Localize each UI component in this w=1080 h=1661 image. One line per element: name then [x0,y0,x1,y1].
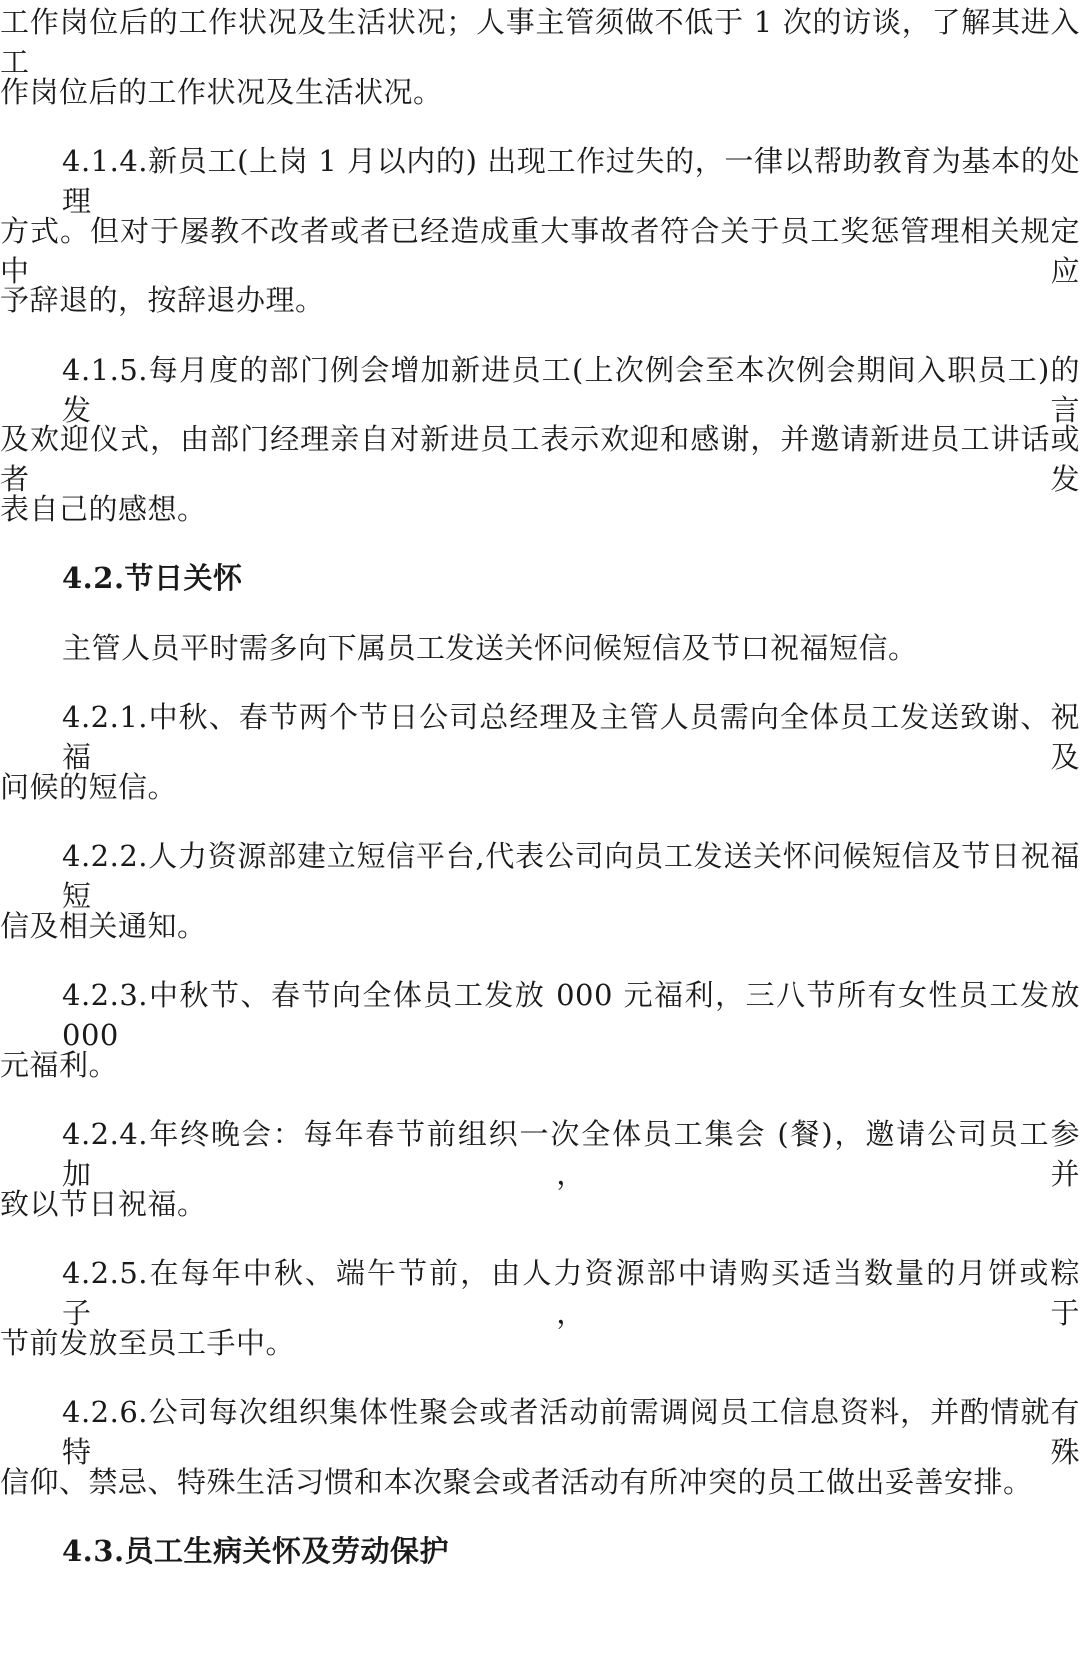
paragraph-line: 工作岗位后的工作状况及生活状况；人事主管须做不低于 1 次的访谈，了解其进入工 [0,5,1080,79]
paragraph-line: 4.2.2.人力资源部建立短信平台,代表公司向员工发送关怀问候短信及节日祝福短 [62,839,1080,913]
section-heading: 4.3.员工生病关怀及劳动保护 [62,1534,450,1568]
paragraph-line: 及欢迎仪式，由部门经理亲自对新进员工表示欢迎和感谢，并邀请新进员工讲话或者发 [0,422,1080,496]
paragraph-line: 主管人员平时需多向下属员工发送关怀问候短信及节口祝福短信。 [62,631,918,665]
paragraph-line: 4.1.4.新员工(上岗 1 月以内的) 出现工作过失的，一律以帮助教育为基本的处理 [62,144,1080,218]
section-heading: 4.2.节日关怀 [62,561,243,595]
paragraph-line: 问候的短信。 [0,770,178,804]
paragraph-line: 予辞退的，按辞退办理。 [0,283,325,317]
paragraph-line: 4.2.6.公司每次组织集体性聚会或者活动前需调阅员工信息资料，并酌情就有特殊 [62,1395,1080,1469]
paragraph-line: 元福利。 [0,1048,119,1082]
paragraph-line: 节前发放至员工手中。 [0,1326,296,1360]
paragraph-line: 方式。但对于屡教不改者或者已经造成重大事故者符合关于员工奖惩管理相关规定中应 [0,214,1080,288]
paragraph-line: 4.2.4.年终晚会：每年春节前组织一次全体员工集会 (餐)，邀请公司员工参加，并 [62,1117,1080,1191]
paragraph-line: 4.2.5.在每年中秋、端午节前，由人力资源部中请购买适当数量的月饼或粽子，于 [62,1256,1080,1330]
paragraph-line: 4.1.5.每月度的部门例会增加新进员工(上次例会至本次例会期间入职员工)的发言 [62,353,1080,427]
paragraph-line: 信仰、禁忌、特殊生活习惯和本次聚会或者活动有所冲突的员工做出妥善安排。 [0,1465,1033,1499]
paragraph-line: 作岗位后的工作状况及生活状况。 [0,75,443,109]
paragraph-line: 致以节日祝福。 [0,1187,207,1221]
paragraph-line: 4.2.3.中秋节、春节向全体员工发放 000 元福利，三八节所有女性员工发放 000 [62,978,1080,1052]
paragraph-line: 4.2.1.中秋、春节两个节日公司总经理及主管人员需向全体员工发送致谢、祝福及 [62,700,1080,774]
paragraph-line: 信及相关通知。 [0,909,207,943]
paragraph-line: 表自己的感想。 [0,492,207,526]
